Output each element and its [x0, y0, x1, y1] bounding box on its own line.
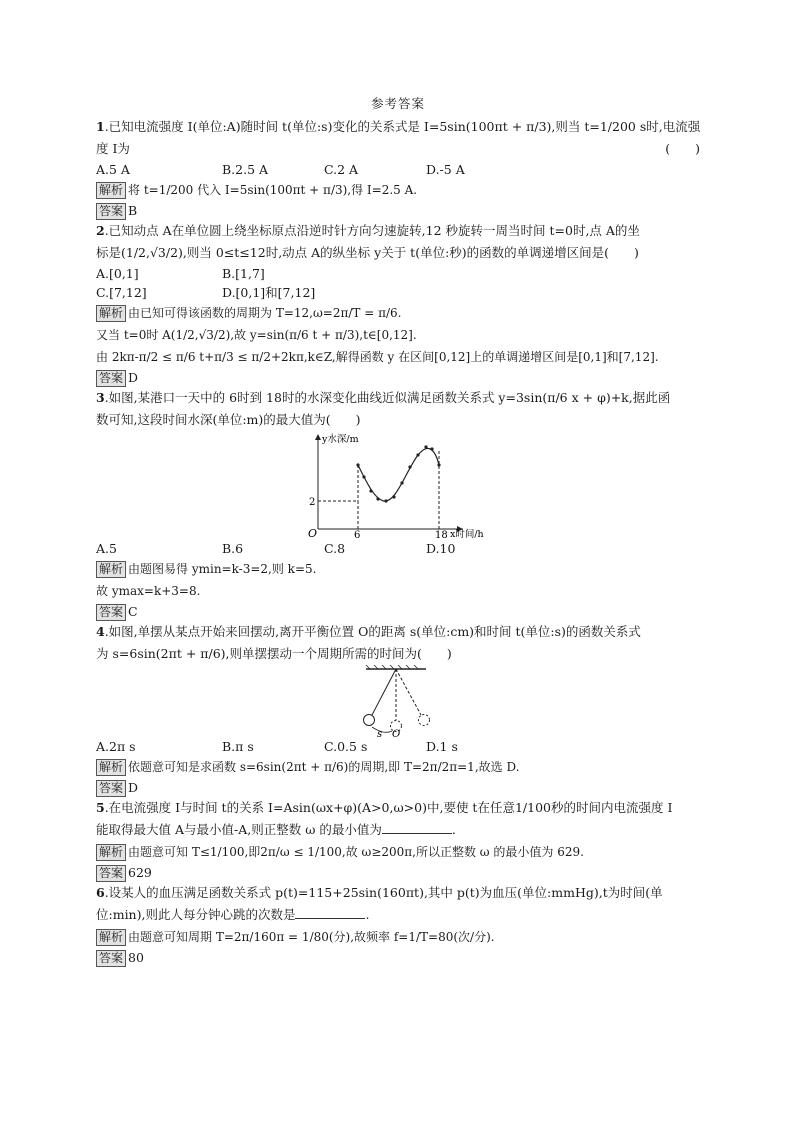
- question-4: [96, 621, 700, 797]
- s-label: s: [377, 729, 383, 737]
- question-text: 为 s=6sin(2πt + π/6),则单摆摆动一个周期所需的时间为( ): [96, 646, 452, 661]
- question-6: [96, 882, 700, 967]
- question-text: 度 I为: [96, 141, 130, 156]
- data-point: [408, 465, 411, 468]
- option-a: A.[0,1]: [96, 266, 139, 281]
- question-text: .已知动点 A在单位圆上绕坐标原点沿逆时针方向匀速旋转,12 秒旋转一周当时间 t=0时,点 A的坐: [104, 223, 640, 238]
- answer-tag: 答案: [96, 370, 126, 387]
- solution-tag: 解析: [96, 305, 126, 322]
- solution-text: 由已知可得该函数的周期为 T=12,ω=2π/T = π/6.: [128, 306, 402, 320]
- data-point: [416, 453, 419, 456]
- solution-text: 由题意可知周期 T=2π/160π = 1/80(分),故频率 f=1/T=80(次/分).: [128, 930, 495, 944]
- solution-text: 由题意可知 T≤1/100,即2π/ω ≤ 1/100,故 ω≥200π,所以正整数 ω 的最小值为 629.: [128, 845, 584, 859]
- option-d: D.1 s: [426, 739, 458, 754]
- question-5: [96, 797, 700, 882]
- question-text: .如图,单摆从某点开始来回摆动,离开平衡位置 O的距离 s(单位:cm)和时间 t(单位:s)的函数关系式: [104, 624, 641, 639]
- data-point: [376, 497, 379, 500]
- answer-tag: 答案: [96, 203, 126, 220]
- answer-value: 80: [128, 950, 144, 965]
- solution-text: 依题意可知是求函数 s=6sin(2πt + π/6)的周期,即 T=2π/2π=1,故选 D.: [128, 760, 520, 774]
- option-c: C.2 A: [324, 162, 359, 177]
- solution-text: 又当 t=0时 A(1/2,√3/2),故 y=sin(π/6 t + π/3),t∈[0,12].: [96, 328, 417, 342]
- answer-value: D: [128, 780, 139, 795]
- data-point: [392, 495, 395, 498]
- depth-curve: [358, 448, 439, 501]
- answer-value: D: [128, 370, 139, 385]
- option-a: A.5 A: [96, 162, 130, 177]
- solution-tag: 解析: [96, 561, 126, 578]
- question-number: 2: [96, 223, 105, 238]
- answer-value: C: [128, 604, 138, 619]
- solution-text: 故 ymax=k+3=8.: [96, 584, 201, 598]
- answer-paren: ( ): [665, 141, 700, 156]
- question-number: 4: [96, 624, 105, 639]
- option-a: A.5: [96, 541, 117, 556]
- question-text: .如图,某港口一天中的 6时到 18时的水深变化曲线近似满足函数关系式 y=3sin(π/6 x + φ)+k,据此函: [104, 390, 671, 405]
- fill-blank: [295, 906, 365, 919]
- options: [96, 160, 700, 179]
- data-point: [384, 499, 387, 502]
- question-3: [96, 387, 700, 621]
- option-a: A.2π s: [96, 739, 136, 754]
- option-c: C.[7,12]: [96, 285, 147, 300]
- answer-tag: 答案: [96, 865, 126, 882]
- solution-text: 将 t=1/200 代入 I=5sin(100πt + π/3),得 I=2.5 A.: [128, 183, 418, 197]
- water-depth-plot: [96, 431, 700, 539]
- question-text-end: .: [451, 822, 456, 837]
- solution-text: 由 2kπ-π/2 ≤ π/6 t+π/3 ≤ π/2+2kπ,k∈Z,解得函数 y 在区间[0,12]上的单调递增区间是[0,1]和[7,12].: [96, 350, 659, 364]
- solution-tag: 解析: [96, 929, 126, 946]
- options: [96, 737, 700, 756]
- pendulum-string-left: [372, 669, 396, 715]
- solution-tag: 解析: [96, 182, 126, 199]
- question-text: .在电流强度 I与时间 t的关系 I=Asin(ωx+φ)(A>0,ω>0)中,要使 t在任意1/100秒的时间内电流强度 I: [104, 800, 673, 815]
- answer-value: 629: [128, 865, 152, 880]
- answer-tag: 答案: [96, 604, 126, 621]
- data-point: [369, 489, 372, 492]
- solution-tag: 解析: [96, 759, 126, 776]
- answer-tag: 答案: [96, 950, 126, 967]
- answer-page: [96, 94, 700, 967]
- data-point: [400, 481, 403, 484]
- option-b: B.π s: [222, 739, 254, 754]
- water-depth-figure: [96, 431, 700, 539]
- fill-blank: [382, 821, 452, 834]
- answer-value: B: [128, 203, 138, 218]
- question-number: 6: [96, 885, 105, 900]
- solution-text: 由题图易得 ymin=k-3=2,则 k=5.: [128, 562, 317, 576]
- options: [96, 283, 700, 302]
- pendulum-bob-left: [364, 715, 375, 726]
- data-point: [437, 463, 440, 466]
- pendulum-string-right: [396, 669, 421, 715]
- option-d: D.10: [426, 541, 456, 556]
- question-number: 1: [96, 119, 105, 134]
- question-2: [96, 220, 700, 387]
- question-text: 数可知,这段时间水深(单位:m)的最大值为( ): [96, 412, 361, 427]
- option-c: C.8: [324, 541, 346, 556]
- origin-label: O: [308, 527, 318, 539]
- option-d: D.[0,1]和[7,12]: [222, 285, 316, 300]
- data-point: [430, 447, 433, 450]
- o-label: O: [392, 729, 401, 737]
- data-point: [356, 463, 359, 466]
- question-text: 位:min),则此人每分钟心跳的次数是: [96, 907, 296, 922]
- option-b: B.6: [222, 541, 244, 556]
- question-number: 5: [96, 800, 105, 815]
- data-point: [362, 475, 365, 478]
- question-number: 3: [96, 390, 105, 405]
- page-title: 参考答案: [370, 96, 425, 111]
- y-axis-label: y水深/m: [322, 434, 359, 445]
- options: [96, 264, 700, 283]
- answer-tag: 答案: [96, 780, 126, 797]
- option-b: B.[1,7]: [222, 266, 265, 281]
- options: [96, 539, 700, 558]
- pendulum-diagram: [96, 665, 700, 737]
- question-text: .设某人的血压满足函数关系式 p(t)=115+25sin(160πt),其中 p(t)为血压(单位:mmHg),t为时间(单: [104, 885, 663, 900]
- question-text: 标是(1/2,√3/2),则当 0≤t≤12时,动点 A的纵坐标 y关于 t(单位:秒)的函数的单调递增区间是( ): [96, 245, 639, 260]
- question-text-end: .: [365, 907, 370, 922]
- pendulum-bob-right: [419, 715, 430, 726]
- data-point: [424, 445, 427, 448]
- option-d: D.-5 A: [426, 162, 465, 177]
- x-axis-label: x时间/h: [450, 529, 484, 539]
- y-tick-label: 2: [309, 497, 316, 508]
- pendulum-figure: [96, 665, 700, 737]
- x-tick-label: 6: [354, 530, 361, 539]
- x-tick-label: 18: [435, 530, 448, 539]
- question-1: [96, 116, 700, 220]
- option-c: C.0.5 s: [324, 739, 368, 754]
- solution-tag: 解析: [96, 844, 126, 861]
- question-text: .已知电流强度 I(单位:A)随时间 t(单位:s)变化的关系式是 I=5sin(100πt + π/3),则当 t=1/200 s时,电流强: [104, 119, 701, 134]
- question-text: 能取得最大值 A与最小值-A,则正整数 ω 的最小值为: [96, 822, 382, 837]
- option-b: B.2.5 A: [222, 162, 269, 177]
